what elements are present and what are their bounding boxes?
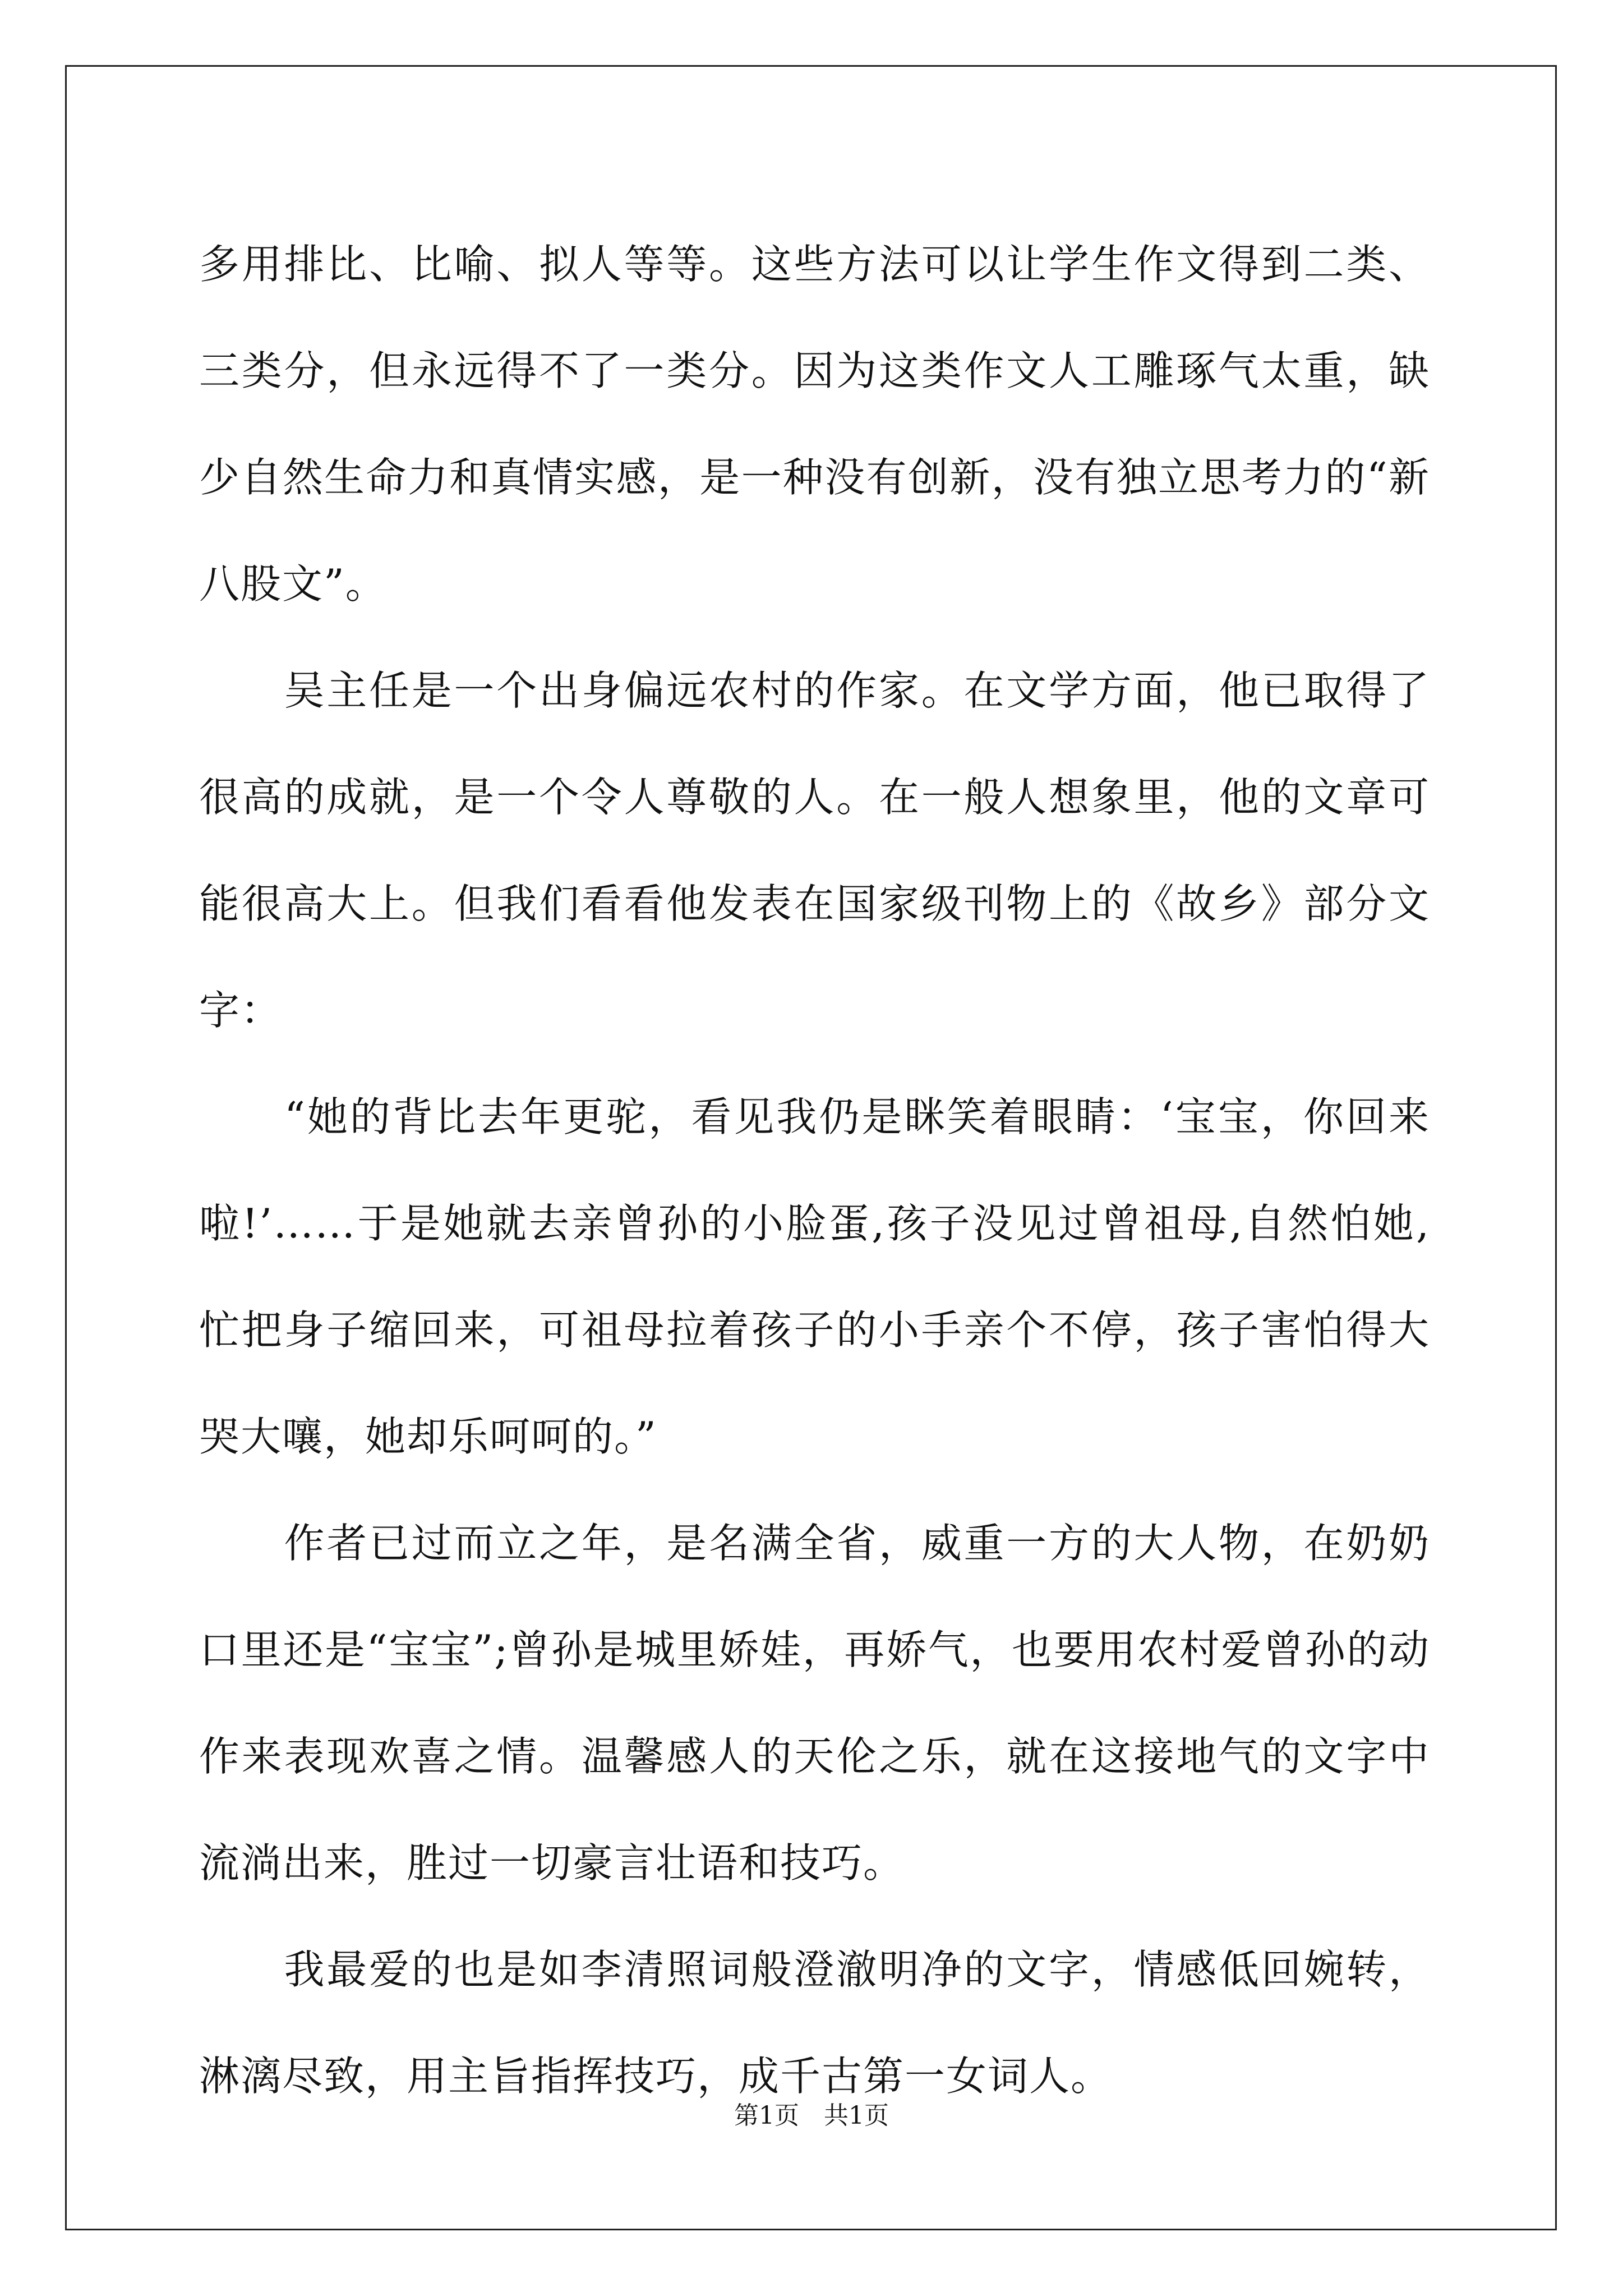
page-footer (0, 2099, 1623, 2133)
paragraph-1: 多用排比、比喻、拟人等等。这些方法可以让学生作文得到二类、三类分，但永远得不了一类分。因为这类作文人工雕琢气太重，缺少自然生命力和真情实感，是一种没有创新，没有独立思考力的“新八股文”。 (199, 241, 1430, 608)
total-pages: 共1页 (824, 2101, 889, 2130)
paragraph-2: 吴主任是一个出身偏远农村的作家。在文学方面，他已取得了很高的成就，是一个令人尊敬的人。在一般人想象里，他的文章可能很高大上。但我们看看他发表在国家级刊物上的《故乡》部分文字： (199, 667, 1430, 1034)
paragraph-3: “她的背比去年更驼，看见我仍是眯笑着眼睛：‘宝宝，你回来啦!’……于是她就去亲曾孙的小脸蛋,孩子没见过曾祖母,自然怕她,忙把身子缩回来，可祖母拉着孩子的小手亲个不停，孩子害怕得大哭大嚷，她却乐呵呵的。” (199, 1093, 1430, 1460)
paragraph-5: 我最爱的也是如李清照词般澄澈明净的文字，情感低回婉转，淋漓尽致，用主旨指挥技巧，成千古第一女词人。 (199, 1946, 1430, 2100)
document-body (199, 211, 1430, 2129)
page-number: 第1页 (734, 2101, 799, 2130)
paragraph-4: 作者已过而立之年，是名满全省，威重一方的大人物，在奶奶口里还是“宝宝”;曾孙是城里娇娃，再娇气，也要用农村爱曾孙的动作来表现欢喜之情。温馨感人的天伦之乐，就在这接地气的文字中流淌出来，胜过一切豪言壮语和技巧。 (199, 1520, 1430, 1887)
